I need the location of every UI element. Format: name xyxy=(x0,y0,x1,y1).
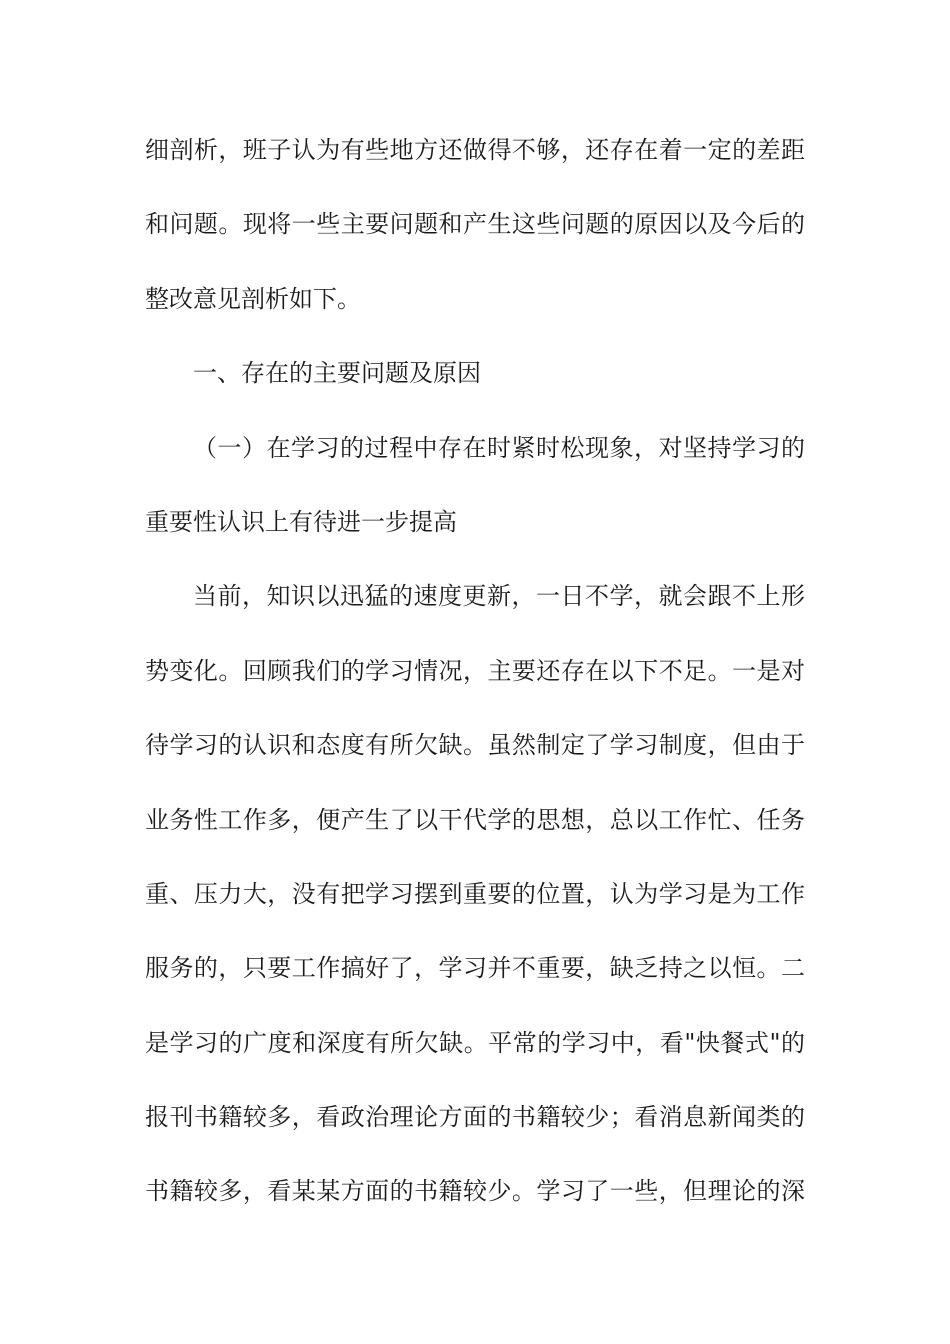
text-line: 当前，知识以迅猛的速度更新，一日不学，就会跟不上形 xyxy=(193,582,805,611)
text-line: 整改意见剖析如下。 xyxy=(145,284,361,313)
section-heading: 一、存在的主要问题及原因 xyxy=(193,359,481,388)
subsection-heading: （一）在学习的过程中存在时紧时松现象，对坚持学习的 xyxy=(193,433,805,462)
document-body xyxy=(145,113,805,1229)
text-line: 书籍较多，看某某方面的书籍较少。学习了一些，但理论的深 xyxy=(145,1177,805,1206)
text-line: 待学习的认识和态度有所欠缺。虽然制定了学习制度，但由于 xyxy=(145,731,805,760)
text-line: 是学习的广度和深度有所欠缺。平常的学习中，看"快餐式"的 xyxy=(145,1028,805,1057)
text-line: 和问题。现将一些主要问题和产生这些问题的原因以及今后的 xyxy=(145,210,805,239)
subsection-heading-continued: 重要性认识上有待进一步提高 xyxy=(145,507,457,536)
text-line: 细剖析，班子认为有些地方还做得不够，还存在着一定的差距 xyxy=(145,136,805,164)
text-line: 重、压力大，没有把学习摆到重要的位置，认为学习是为工作 xyxy=(145,879,805,908)
text-line: 报刊书籍较多，看政治理论方面的书籍较少；看消息新闻类的 xyxy=(145,1103,805,1132)
text-line: 势变化。回顾我们的学习情况，主要还存在以下不足。一是对 xyxy=(145,656,805,685)
text-line: 服务的，只要工作搞好了，学习并不重要，缺乏持之以恒。二 xyxy=(145,954,805,983)
text-line: 业务性工作多，便产生了以干代学的思想，总以工作忙、任务 xyxy=(145,805,805,834)
